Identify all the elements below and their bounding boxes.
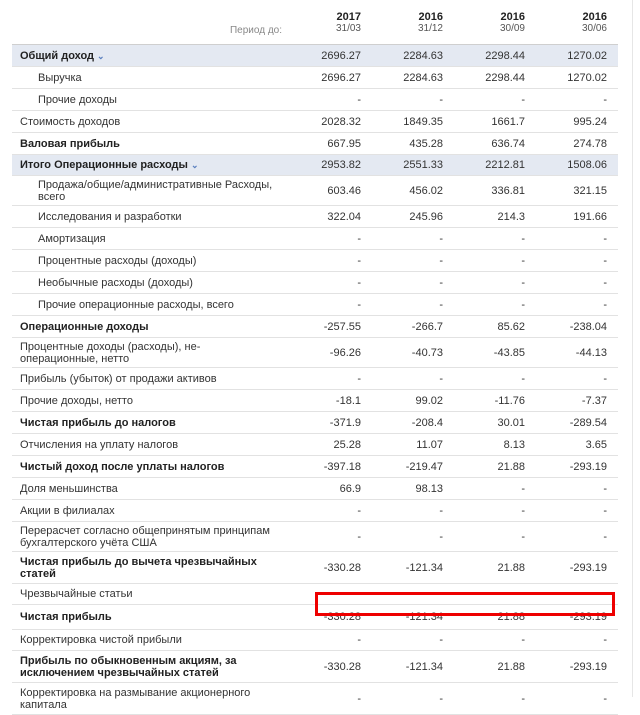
table-row-other-operating-expenses bbox=[12, 294, 618, 316]
table-cell: - bbox=[439, 588, 443, 600]
table-cell: - bbox=[439, 372, 443, 385]
table-cell: 322.04 bbox=[327, 210, 361, 223]
table-cell: 99.02 bbox=[415, 394, 443, 407]
table-cell: - bbox=[357, 634, 361, 646]
row-label bbox=[20, 687, 275, 711]
row-label-text: Амортизация bbox=[38, 232, 106, 245]
table-cell: - bbox=[521, 504, 525, 517]
row-label-text: Чистая прибыль bbox=[20, 611, 112, 623]
table-row-other-net bbox=[12, 390, 618, 412]
row-label bbox=[20, 525, 275, 549]
table-row-other-revenue bbox=[12, 89, 618, 111]
table-cell: - bbox=[439, 634, 443, 646]
table-cell: - bbox=[357, 276, 361, 289]
column-date: 30/09 bbox=[499, 23, 525, 34]
row-label bbox=[38, 299, 278, 311]
table-cell: 21.88 bbox=[497, 561, 525, 574]
table-header bbox=[12, 8, 618, 45]
table-cell: 2212.81 bbox=[485, 159, 525, 171]
row-label bbox=[38, 233, 278, 245]
table-cell: 2028.32 bbox=[321, 115, 361, 128]
row-label-text: Чистая прибыль до вычета чрезвычайных статей bbox=[20, 555, 257, 580]
table-cell: 274.78 bbox=[573, 137, 607, 150]
table-cell: 1270.02 bbox=[567, 71, 607, 84]
table-cell: - bbox=[603, 93, 607, 106]
table-cell: -208.4 bbox=[411, 416, 443, 429]
table-cell: - bbox=[357, 254, 361, 267]
table-cell: -371.9 bbox=[329, 416, 361, 429]
table-row-net-income-before-taxes bbox=[12, 412, 618, 434]
row-label bbox=[20, 417, 275, 429]
column-date: 30/06 bbox=[581, 23, 607, 34]
row-label bbox=[20, 505, 275, 517]
table-cell: - bbox=[439, 276, 443, 289]
table-cell: - bbox=[357, 298, 361, 311]
table-cell: 245.96 bbox=[409, 210, 443, 223]
table-cell: -7.37 bbox=[581, 394, 607, 407]
table-cell: 1508.06 bbox=[567, 159, 607, 171]
table-cell: 11.07 bbox=[416, 438, 443, 451]
table-cell: 214.3 bbox=[497, 210, 525, 223]
column-year: 2017 bbox=[336, 11, 361, 23]
row-label-text: Корректировка на размывание акционерного капитала bbox=[20, 686, 251, 711]
table-cell: 2551.33 bbox=[403, 159, 443, 171]
row-label-text: Процентные доходы (расходы), не-операционные, нетто bbox=[20, 340, 201, 365]
table-row-sga-expenses bbox=[12, 176, 618, 206]
table-row-dilution-adjustment bbox=[12, 683, 618, 715]
table-row-gross-profit bbox=[12, 133, 618, 155]
table-cell: -330.28 bbox=[323, 561, 361, 574]
table-cell: -330.28 bbox=[323, 611, 361, 623]
table-row-income-available-common-excl-extraordinary bbox=[12, 651, 618, 683]
table-cell: - bbox=[603, 254, 607, 267]
row-label bbox=[20, 556, 275, 580]
column-year: 2016 bbox=[500, 11, 525, 23]
row-label-text: Исследования и разработки bbox=[38, 210, 182, 223]
table-row-equity-in-affiliates bbox=[12, 500, 618, 522]
table-cell: 30.01 bbox=[497, 416, 525, 429]
table-cell: 191.66 bbox=[573, 210, 607, 223]
table-cell: - bbox=[521, 588, 525, 600]
table-cell: - bbox=[603, 692, 607, 705]
table-cell: 2696.27 bbox=[321, 49, 361, 62]
chevron-down-icon[interactable]: ⌄ bbox=[190, 160, 199, 170]
table-cell: - bbox=[439, 298, 443, 311]
table-cell: - bbox=[439, 254, 443, 267]
column-header bbox=[363, 11, 443, 34]
table-cell: 2298.44 bbox=[485, 49, 525, 62]
table-cell: 2953.82 bbox=[321, 159, 361, 171]
right-divider bbox=[632, 0, 633, 697]
table-cell: -44.13 bbox=[575, 346, 607, 359]
row-label bbox=[20, 373, 275, 385]
row-label-text: Итого Операционные расходы bbox=[20, 159, 188, 171]
table-cell: -266.7 bbox=[411, 320, 443, 333]
column-year: 2016 bbox=[418, 11, 443, 23]
table-cell: - bbox=[603, 530, 607, 543]
table-cell: 85.62 bbox=[497, 320, 525, 333]
table-cell: - bbox=[603, 372, 607, 385]
column-header bbox=[281, 11, 361, 34]
row-label-text: Чрезвычайные статьи bbox=[20, 588, 133, 600]
row-label bbox=[38, 72, 278, 84]
table-cell: - bbox=[603, 298, 607, 311]
table-cell: 66.9 bbox=[339, 482, 361, 495]
table-cell: - bbox=[521, 254, 525, 267]
table-cell: - bbox=[439, 504, 443, 517]
table-cell: - bbox=[521, 692, 525, 705]
chevron-down-icon[interactable]: ⌄ bbox=[97, 50, 105, 61]
row-label bbox=[20, 395, 275, 407]
column-header bbox=[527, 11, 607, 34]
table-cell: 3.65 bbox=[585, 438, 607, 451]
table-row-unusual-expense bbox=[12, 272, 618, 294]
row-label-text: Общий доход bbox=[20, 49, 95, 62]
table-cell: - bbox=[357, 692, 361, 705]
table-cell: -293.19 bbox=[569, 460, 607, 473]
table-cell: - bbox=[439, 232, 443, 245]
highlight-box bbox=[315, 592, 615, 616]
table-cell: - bbox=[521, 298, 525, 311]
table-row-operating-income bbox=[12, 316, 618, 338]
table-row-total-revenue[interactable] bbox=[12, 45, 618, 67]
table-cell: 336.81 bbox=[491, 184, 525, 197]
table-row-minority-interest bbox=[12, 478, 618, 500]
row-label-text: Валовая прибыль bbox=[20, 137, 120, 150]
row-label bbox=[20, 634, 275, 646]
table-cell: - bbox=[521, 276, 525, 289]
table-cell: -18.1 bbox=[335, 394, 361, 407]
table-cell: -293.19 bbox=[569, 611, 607, 623]
table-cell: 2284.63 bbox=[403, 71, 443, 84]
table-row-cost-of-revenue bbox=[12, 111, 618, 133]
table-cell: - bbox=[439, 692, 443, 705]
row-label bbox=[38, 179, 278, 203]
row-label-text: Операционные доходы bbox=[20, 320, 149, 333]
table-row-total-operating-expenses[interactable] bbox=[12, 155, 618, 176]
table-cell: - bbox=[603, 276, 607, 289]
row-label bbox=[20, 138, 275, 150]
table-cell: 98.13 bbox=[415, 482, 443, 495]
table-cell: -43.85 bbox=[493, 346, 525, 359]
table-cell: - bbox=[357, 530, 361, 543]
row-label bbox=[20, 439, 275, 451]
row-label-text: Прочие доходы, нетто bbox=[20, 394, 133, 407]
table-cell: -121.34 bbox=[405, 660, 443, 673]
row-label bbox=[20, 50, 275, 62]
table-cell: - bbox=[603, 482, 607, 495]
row-label bbox=[20, 461, 275, 473]
table-cell: -330.28 bbox=[323, 660, 361, 673]
row-label bbox=[38, 255, 278, 267]
row-label bbox=[20, 588, 275, 600]
table-cell: - bbox=[603, 504, 607, 517]
row-label-text: Прочие доходы bbox=[38, 93, 117, 106]
table-row-net-income-adjustments bbox=[12, 630, 618, 651]
table-cell: 2284.63 bbox=[403, 49, 443, 62]
column-date: 31/03 bbox=[335, 23, 361, 34]
table-row-interest-expense bbox=[12, 250, 618, 272]
table-cell: 1849.35 bbox=[403, 115, 443, 128]
table-cell: - bbox=[521, 93, 525, 106]
table-cell: 25.28 bbox=[333, 438, 361, 451]
table-cell: -121.34 bbox=[405, 561, 443, 574]
row-label bbox=[38, 277, 278, 289]
table-cell: 2696.27 bbox=[321, 71, 361, 84]
table-cell: 21.88 bbox=[497, 611, 525, 623]
row-label-text: Доля меньшинства bbox=[20, 482, 118, 495]
table-row-interest-income-non-operating bbox=[12, 338, 618, 368]
table-cell: -257.55 bbox=[323, 320, 361, 333]
table-cell: 2298.44 bbox=[485, 71, 525, 84]
row-label-text: Акции в филиалах bbox=[20, 504, 115, 517]
row-label bbox=[20, 116, 275, 128]
row-label bbox=[20, 321, 275, 333]
table-cell: 21.88 bbox=[497, 660, 525, 673]
table-row-us-gaap-adjustment bbox=[12, 522, 618, 552]
table-cell: - bbox=[603, 634, 607, 646]
table-cell: 995.24 bbox=[573, 115, 607, 128]
table-cell: -397.18 bbox=[323, 460, 361, 473]
table-cell: - bbox=[439, 530, 443, 543]
table-cell: - bbox=[521, 482, 525, 495]
table-cell: - bbox=[357, 232, 361, 245]
table-cell: 603.46 bbox=[327, 184, 361, 197]
table-cell: -293.19 bbox=[569, 660, 607, 673]
table-cell: 1270.02 bbox=[567, 49, 607, 62]
table-row-gain-on-sale-of-assets bbox=[12, 368, 618, 390]
table-cell: - bbox=[357, 93, 361, 106]
row-label-text: Чистый доход после уплаты налогов bbox=[20, 460, 225, 473]
table-cell: - bbox=[603, 588, 607, 600]
table-cell: -293.19 bbox=[569, 561, 607, 574]
table-row-provision-for-taxes bbox=[12, 434, 618, 456]
table-row-net-income-after-taxes bbox=[12, 456, 618, 478]
table-cell: -96.26 bbox=[329, 346, 361, 359]
table-cell: - bbox=[521, 232, 525, 245]
row-label-text: Прибыль (убыток) от продажи активов bbox=[20, 372, 217, 385]
row-label bbox=[20, 159, 275, 171]
table-cell: 21.88 bbox=[497, 460, 525, 473]
column-header bbox=[445, 11, 525, 34]
row-label bbox=[20, 341, 275, 365]
table-cell: -40.73 bbox=[411, 346, 443, 359]
table-cell: 636.74 bbox=[491, 137, 525, 150]
row-label-text: Отчисления на уплату налогов bbox=[20, 438, 179, 451]
table-cell: -219.47 bbox=[405, 460, 443, 473]
table-cell: - bbox=[521, 372, 525, 385]
table-cell: -121.34 bbox=[405, 611, 443, 623]
column-year: 2016 bbox=[582, 11, 607, 23]
row-label-text: Прочие операционные расходы, всего bbox=[38, 298, 234, 311]
row-label-text: Стоимость доходов bbox=[20, 115, 121, 128]
table-cell: - bbox=[357, 504, 361, 517]
row-label bbox=[20, 483, 275, 495]
table-row-net-income-before-extraordinary bbox=[12, 552, 618, 584]
row-label-text: Корректировка чистой прибыли bbox=[20, 634, 182, 646]
table-cell: - bbox=[603, 232, 607, 245]
table-cell: - bbox=[357, 588, 361, 600]
table-cell: 667.95 bbox=[327, 137, 361, 150]
row-label-text: Чистая прибыль до налогов bbox=[20, 416, 176, 429]
table-cell: -238.04 bbox=[569, 320, 607, 333]
row-label-text: Перерасчет согласно общепринятым принципам бухгалтерского учёта США bbox=[20, 524, 270, 549]
table-row-depreciation bbox=[12, 228, 618, 250]
table-cell: - bbox=[439, 93, 443, 106]
table-cell: 8.13 bbox=[503, 438, 525, 451]
period-label: Период до: bbox=[229, 25, 282, 36]
row-label bbox=[20, 611, 275, 623]
row-label-text: Прибыль по обыкновенным акциям, за исключением чрезвычайных статей bbox=[20, 654, 237, 679]
row-label bbox=[38, 211, 278, 223]
table-cell: 321.15 bbox=[573, 184, 607, 197]
row-label bbox=[20, 655, 275, 679]
column-date: 31/12 bbox=[417, 23, 443, 34]
table-cell: 435.28 bbox=[409, 137, 443, 150]
table-cell: 1661.7 bbox=[491, 115, 525, 128]
row-label-text: Продажа/общие/административные Расходы, всего bbox=[38, 178, 273, 203]
table-cell: 456.02 bbox=[409, 184, 443, 197]
row-label-text: Процентные расходы (доходы) bbox=[38, 254, 197, 267]
table-cell: - bbox=[521, 634, 525, 646]
table-row-revenue bbox=[12, 67, 618, 89]
table-cell: - bbox=[357, 372, 361, 385]
row-label-text: Необычные расходы (доходы) bbox=[38, 276, 193, 289]
row-label bbox=[38, 94, 278, 106]
row-label-text: Выручка bbox=[38, 71, 82, 84]
table-cell: -11.76 bbox=[494, 394, 525, 407]
table-cell: -289.54 bbox=[569, 416, 607, 429]
table-cell: - bbox=[521, 530, 525, 543]
table-row-research-development bbox=[12, 206, 618, 228]
